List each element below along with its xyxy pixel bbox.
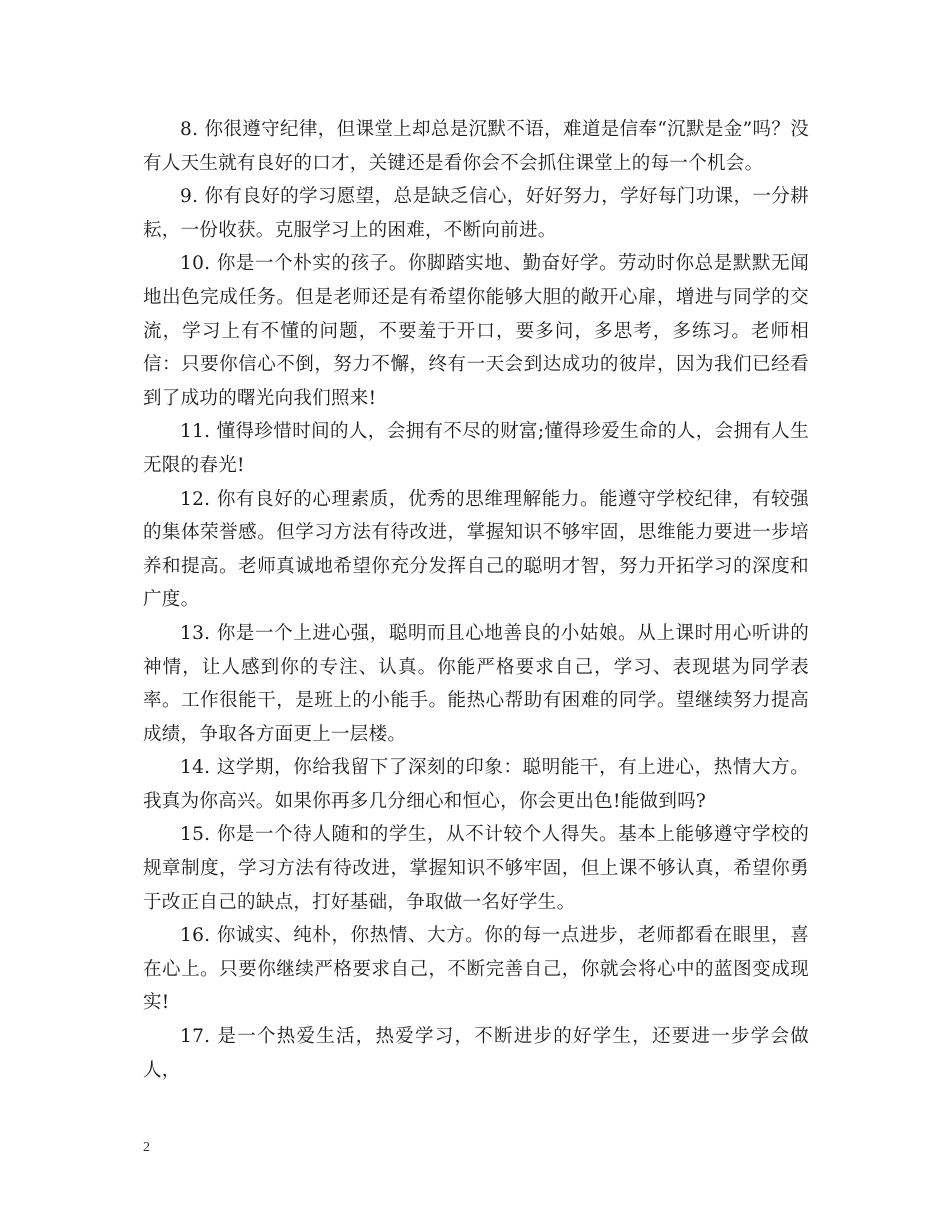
page-body [143, 113, 809, 1087]
paragraph-10: 10. 你是一个朴实的孩子。你脚踏实地、勤奋好学。劳动时你总是默默无闻地出色完成任务。但是老师还是有希望你能够大胆的敞开心扉，增进与同学的交流，学习上有不懂的问题，不要羞于开口，要多问，多思考，多练习。老师相信：只要你信心不倒，努力不懈，终有一天会到达成功的彼岸，因为我们已经看到了成功的曙光向我们照来! [143, 253, 809, 409]
paragraph-9: 9. 你有良好的学习愿望，总是缺乏信心，好好努力，学好每门功课，一分耕耘，一份收获。克服学习上的困难，不断向前进。 [143, 186, 809, 241]
paragraph-17: 17. 是一个热爱生活，热爱学习，不断进步的好学生，还要进一步学会做人， [143, 1026, 809, 1081]
paragraph-16: 16. 你诚实、纯朴，你热情、大方。你的每一点进步，老师都看在眼里，喜在心上。只要你继续严格要求自己，不断完善自己，你就会将心中的蓝图变成现实! [143, 925, 809, 1014]
page-number: 2 [143, 1140, 150, 1155]
paragraph-11: 11. 懂得珍惜时间的人，会拥有不尽的财富;懂得珍爱生命的人，会拥有人生无限的春光! [143, 421, 809, 476]
paragraph-14: 14. 这学期，你给我留下了深刻的印象：聪明能干，有上进心，热情大方。我真为你高兴。如果你再多几分细心和恒心，你会更出色!能做到吗? [143, 757, 809, 812]
paragraph-12: 12. 你有良好的心理素质，优秀的思维理解能力。能遵守学校纪律，有较强的集体荣誉感。但学习方法有待改进，掌握知识不够牢固，思维能力要进一步培养和提高。老师真诚地希望你充分发挥自己的聪明才智，努力开拓学习的深度和广度。 [143, 488, 809, 611]
paragraph-15: 15. 你是一个待人随和的学生，从不计较个人得失。基本上能够遵守学校的规章制度，学习方法有待改进，掌握知识不够牢固，但上课不够认真，希望你勇于改正自己的缺点，打好基础，争取做一名好学生。 [143, 824, 809, 913]
paragraph-8: 8. 你很遵守纪律，但课堂上却总是沉默不语，难道是信奉“沉默是金”吗？没有人天生就有良好的口才，关键还是看你会不会抓住课堂上的每一个机会。 [143, 119, 809, 174]
paragraph-13: 13. 你是一个上进心强，聪明而且心地善良的小姑娘。从上课时用心听讲的神情，让人感到你的专注、认真。你能严格要求自己，学习、表现堪为同学表率。工作很能干，是班上的小能手。能热心帮助有困难的同学。望继续努力提高成绩，争取各方面更上一层楼。 [143, 622, 809, 745]
